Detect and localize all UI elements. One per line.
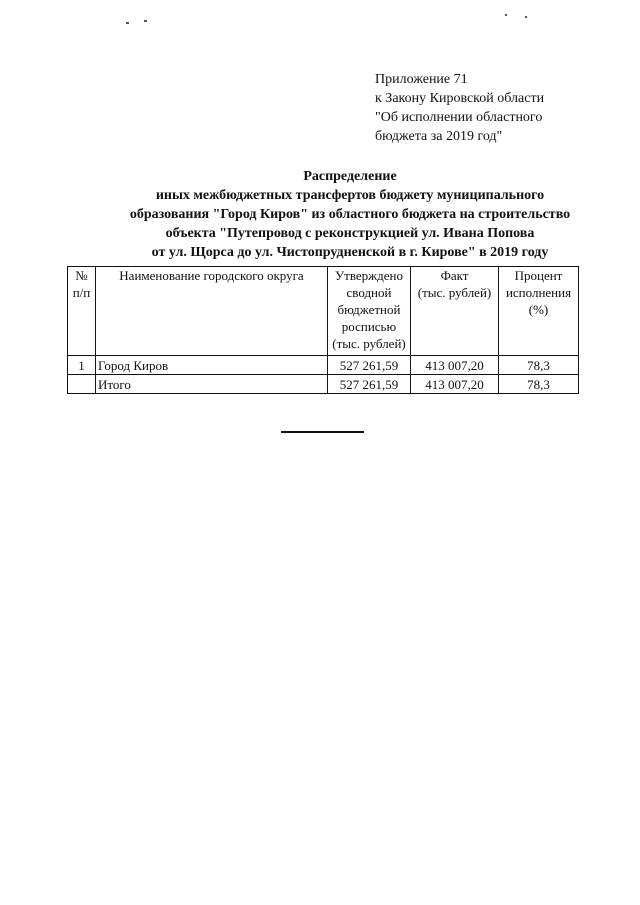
cell-num bbox=[68, 375, 96, 394]
cell-num: 1 bbox=[68, 356, 96, 375]
cell-approved: 527 261,59 bbox=[328, 356, 411, 375]
appendix-line: к Закону Кировской области bbox=[375, 91, 545, 106]
cell-name: Итого bbox=[96, 375, 328, 394]
cell-fact: 413 007,20 bbox=[411, 356, 499, 375]
title-line: от ул. Щорса до ул. Чистопрудненской в г. Кирове" в 2019 году bbox=[151, 245, 549, 260]
appendix-line: "Об исполнении областного bbox=[375, 110, 543, 125]
header-percent: Процент исполнения (%) bbox=[499, 267, 579, 356]
cell-name: Город Киров bbox=[96, 356, 328, 375]
header-name: Наименование городского округа bbox=[96, 267, 328, 356]
table-row-total bbox=[68, 375, 579, 394]
title-line: образования "Город Киров" из областного бюджета на строительство bbox=[129, 207, 571, 222]
title-line: объекта "Путепровод с реконструкцией ул. Ивана Попова bbox=[165, 226, 535, 241]
header-fact: Факт (тыс. рублей) bbox=[411, 267, 499, 356]
cell-percent: 78,3 bbox=[499, 375, 579, 394]
header-approved: Утверждено сводной бюджетной росписью (тыс. рублей) bbox=[328, 267, 411, 356]
table-header-row bbox=[68, 267, 579, 356]
cell-percent: 78,3 bbox=[499, 356, 579, 375]
appendix-line: Приложение 71 bbox=[375, 72, 468, 87]
scan-speck bbox=[525, 16, 527, 18]
appendix-line: бюджета за 2019 год" bbox=[375, 129, 503, 144]
separator-line bbox=[281, 431, 364, 433]
cell-fact: 413 007,20 bbox=[411, 375, 499, 394]
transfers-table bbox=[67, 266, 579, 394]
title-line: иных межбюджетных трансфертов бюджету муниципального bbox=[155, 188, 545, 203]
title-line: Распределение bbox=[303, 169, 397, 184]
header-num: № п/п bbox=[68, 267, 96, 356]
document-title bbox=[60, 167, 640, 262]
scan-speck bbox=[126, 22, 129, 24]
scan-speck bbox=[505, 14, 507, 16]
cell-approved: 527 261,59 bbox=[328, 375, 411, 394]
table-row bbox=[68, 356, 579, 375]
appendix-header bbox=[375, 70, 544, 146]
scan-speck bbox=[144, 20, 147, 22]
